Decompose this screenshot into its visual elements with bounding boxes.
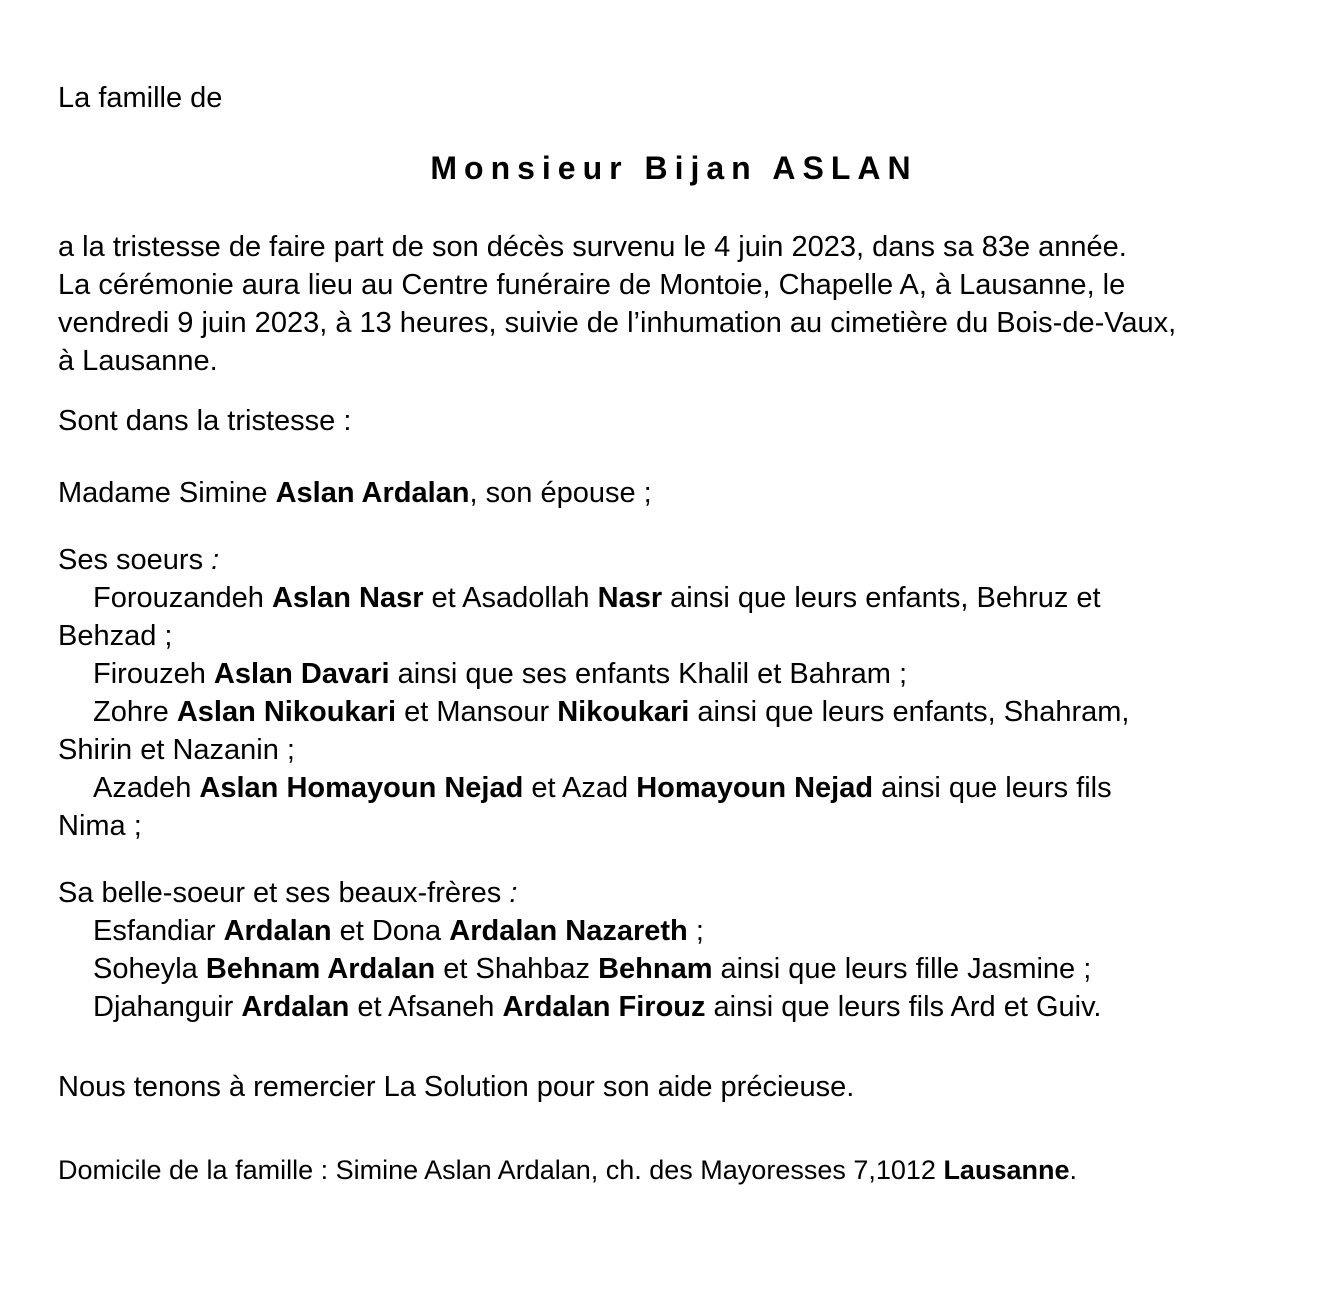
text-segment: et Afsaneh	[349, 991, 503, 1023]
text-segment: Sa belle-soeur et ses beaux-frères	[58, 877, 510, 909]
text-segment: Soheyla	[93, 953, 206, 985]
text-segment: Aslan Nikoukari	[176, 696, 397, 728]
text-segment: , son épouse ;	[469, 477, 652, 509]
text-segment: Nasr	[597, 582, 663, 614]
spouse-line	[58, 474, 1290, 512]
text-segment: ainsi que leurs fils Ard et Guiv.	[705, 991, 1102, 1023]
text-segment: Nikoukari	[557, 696, 690, 728]
text-segment: et Shahbaz	[435, 953, 599, 985]
announcement-line: a la tristesse de faire part de son décès survenu le 4 juin 2023, dans sa 83e année.	[58, 231, 1127, 263]
text-segment: Behzad ;	[58, 620, 173, 652]
announcement-paragraph	[58, 228, 1290, 380]
text-segment: Aslan Nasr	[271, 582, 424, 614]
text-segment: :	[211, 544, 220, 576]
text-segment: Aslan Davari	[213, 658, 390, 690]
inlaw-line	[58, 912, 1290, 950]
text-segment: et Mansour	[396, 696, 558, 728]
text-segment: Lausanne	[943, 1155, 1070, 1185]
text-segment: .	[1069, 1155, 1077, 1185]
text-segment: Homayoun Nejad	[636, 772, 874, 804]
text-segment: Aslan Homayoun Nejad	[199, 772, 524, 804]
announcement-line: La cérémonie aura lieu au Centre funéraire de Montoie, Chapelle A, à Lausanne, le	[58, 269, 1126, 301]
deceased-name-title: Monsieur Bijan ASLAN	[430, 150, 918, 186]
sister-line	[58, 769, 1290, 807]
text-segment: Aslan Ardalan	[275, 477, 470, 509]
text-segment: et Asadollah	[423, 582, 598, 614]
text-segment: :	[509, 877, 518, 909]
inlaws-section	[58, 874, 1290, 1026]
text-segment: Ardalan Nazareth	[449, 915, 688, 947]
text-segment: ainsi que ses enfants Khalil et Bahram ;	[389, 658, 908, 690]
intro-line: La famille de	[58, 82, 223, 114]
text-segment: Djahanguir	[93, 991, 242, 1023]
text-segment: Firouzeh	[93, 658, 214, 690]
text-segment: Azadeh	[93, 772, 200, 804]
sister-line	[58, 655, 1290, 693]
inlaws-header	[58, 874, 1290, 912]
sister-line-continuation	[58, 617, 1290, 655]
text-segment: Nima ;	[58, 810, 142, 842]
text-segment: Ses soeurs	[58, 544, 212, 576]
text-segment: et Azad	[523, 772, 637, 804]
text-segment: Esfandiar	[93, 915, 224, 947]
sister-line	[58, 579, 1290, 617]
text-segment: Madame Simine	[58, 477, 276, 509]
text-segment: ainsi que leurs enfants, Behruz et	[662, 582, 1101, 614]
thanks-line: Nous tenons à remercier La Solution pour son aide précieuse.	[58, 1071, 855, 1103]
text-segment: Forouzandeh	[93, 582, 272, 614]
text-segment: Ardalan Firouz	[502, 991, 706, 1023]
text-segment: Shirin et Nazanin ;	[58, 734, 295, 766]
sister-line-continuation	[58, 731, 1290, 769]
sister-line	[58, 693, 1290, 731]
text-segment: Ardalan	[241, 991, 350, 1023]
text-segment: ainsi que leurs fille Jasmine ;	[712, 953, 1092, 985]
announcement-line: vendredi 9 juin 2023, à 13 heures, suivie de l’inhumation au cimetière du Bois-de-Vaux,	[58, 307, 1177, 339]
text-segment: ainsi que leurs fils	[873, 772, 1112, 804]
inlaw-line	[58, 950, 1290, 988]
text-segment: et Dona	[331, 915, 450, 947]
grief-header: Sont dans la tristesse :	[58, 405, 352, 437]
text-segment: Zohre	[93, 696, 177, 728]
announcement-line: à Lausanne.	[58, 345, 218, 377]
residence-line	[58, 1151, 1290, 1189]
text-segment: ainsi que leurs enfants, Shahram,	[689, 696, 1130, 728]
text-segment: Ardalan	[223, 915, 332, 947]
sisters-section	[58, 541, 1290, 845]
text-segment: ;	[687, 915, 704, 947]
text-segment: Behnam Ardalan	[205, 953, 436, 985]
sisters-header	[58, 541, 1290, 579]
inlaw-line	[58, 988, 1290, 1026]
text-segment: Domicile de la famille : Simine Aslan Ardalan, ch. des Mayoresses 7,1012	[58, 1155, 944, 1185]
sister-line-continuation	[58, 807, 1290, 845]
text-segment: Behnam	[598, 953, 713, 985]
